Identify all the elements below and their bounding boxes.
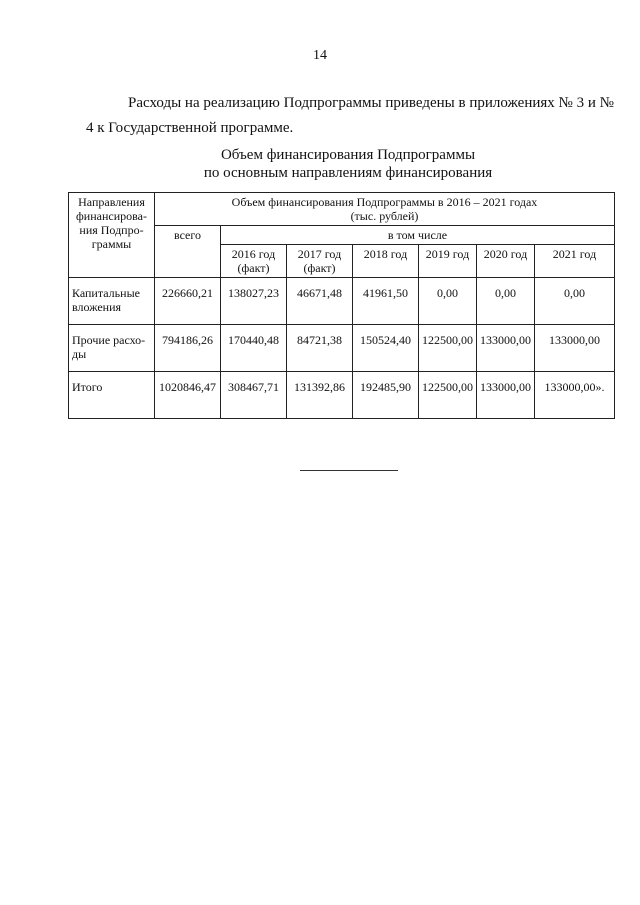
cell-value: 133000,00: [477, 372, 535, 419]
cell-value: 131392,86: [287, 372, 353, 419]
header-funding-volume-line-1: Объем финансирования Подпрограммы в 2016 – 2021 годах: [231, 195, 538, 209]
header-year-line-2: (факт): [303, 261, 336, 275]
row-label: Прочие расхо-ды: [69, 325, 155, 372]
header-year-line-1: 2020 год: [483, 247, 528, 261]
separator-line: [300, 470, 398, 471]
row-label: Капитальные вложения: [69, 278, 155, 325]
header-total: всего: [155, 226, 221, 278]
cell-value: 0,00: [477, 278, 535, 325]
header-funding-volume: [155, 193, 615, 226]
cell-value: 170440,48: [221, 325, 287, 372]
table-title-line-2: по основным направлениям финансирования: [203, 165, 493, 181]
header-year-line-1: 2021 год: [552, 247, 597, 261]
row-label: Итого: [69, 372, 155, 419]
cell-value: 41961,50: [353, 278, 419, 325]
cell-value: 46671,48: [287, 278, 353, 325]
header-year: [287, 245, 353, 278]
cell-value: 150524,40: [353, 325, 419, 372]
header-year: [477, 245, 535, 278]
cell-value: 308467,71: [221, 372, 287, 419]
header-year: [353, 245, 419, 278]
table-title-line-1: Объем финансирования Подпрограммы: [220, 147, 476, 163]
header-year: [419, 245, 477, 278]
table-row: [69, 372, 615, 419]
header-year-line-1: 2017 год: [297, 247, 342, 261]
header-including: в том числе: [221, 226, 615, 245]
cell-value: 0,00: [535, 278, 615, 325]
cell-total: 226660,21: [155, 278, 221, 325]
header-directions: Направления финансирова-ния Подпро-граммы: [69, 193, 155, 278]
cell-value: 133000,00: [477, 325, 535, 372]
header-year-line-2: (факт): [237, 261, 270, 275]
table-row: [69, 278, 615, 325]
intro-paragraph: Расходы на реализацию Подпрограммы приведены в приложениях № 3 и № 4 к Государственной программе.: [86, 95, 614, 136]
cell-value: 192485,90: [353, 372, 419, 419]
header-year: [221, 245, 287, 278]
table-row: [69, 325, 615, 372]
table-title: [0, 146, 640, 182]
header-year-line-1: 2019 год: [425, 247, 470, 261]
cell-value: 122500,00: [419, 372, 477, 419]
cell-value: 84721,38: [287, 325, 353, 372]
header-year: [535, 245, 615, 278]
header-year-line-1: 2016 год: [231, 247, 276, 261]
funding-table: [68, 192, 615, 419]
header-year-line-1: 2018 год: [363, 247, 408, 261]
header-funding-volume-line-2: (тыс. рублей): [350, 209, 419, 223]
cell-value: 0,00: [419, 278, 477, 325]
cell-total: 794186,26: [155, 325, 221, 372]
cell-value: 133000,00: [535, 325, 615, 372]
cell-value: 122500,00: [419, 325, 477, 372]
cell-value: 133000,00».: [535, 372, 615, 419]
page-number: 14: [313, 48, 327, 63]
cell-total: 1020846,47: [155, 372, 221, 419]
cell-value: 138027,23: [221, 278, 287, 325]
